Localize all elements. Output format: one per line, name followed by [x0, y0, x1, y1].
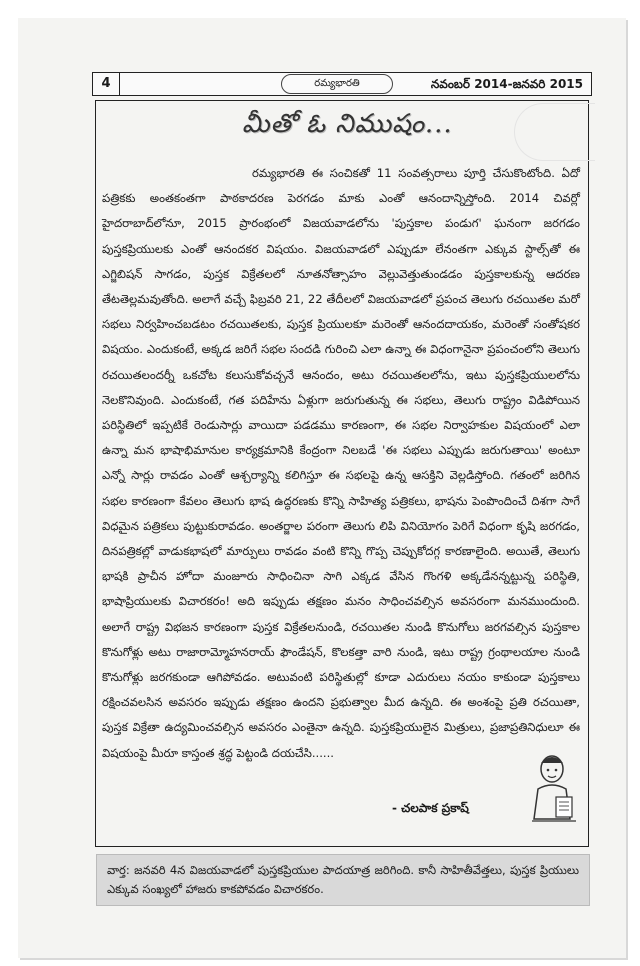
- news-footer: [96, 854, 590, 906]
- author-cartoon-icon: [526, 749, 582, 833]
- issue-date: నవంబర్ 2014-జనవరి 2015: [430, 77, 583, 91]
- article-frame: [95, 100, 589, 847]
- news-note: వార్త: జనవరి 4న విజయవాడలో పుస్తకప్రియుల పాదయాత్ర జరిగింది. కానీ సాహితీవేత్తలు, పుస్తక ప్రియులు ఎక్కువ సంఖ్యలో హాజరు కాకపోవడం విచారకరం.: [107, 863, 579, 896]
- article-paragraph: రమ్యభారతి ఈ సంచికతో 11 సంవత్సరాలు పూర్తి చేసుకొంటోంది. ఏదో పత్రికకు అంతకంతగా పాఠకాదరణ పెరగడం మాకు ఎంతో ఆనందాన్నిస్తోంది. 2014 చివర్లో హైదరాబాద్‌లోనూ, 2015 ప్రారంభంలో విజయవాడలోను 'పుస్తకాల పండుగ' ఘనంగా జరగడం పుస్తకప్రియులకు ఎంతో ఆనందకర విషయం. విజయవాడలో ఎప్పుడూ లేనంతగా ఎక్కువ స్టాల్స్‌తో ఈ ఎగ్జిబిషన్ సాగడం, పుస్తక విక్రేతలలో నూతనోత్సాహం వెల్లువెత్తుతుండడం పుస్తకాలకున్న ఆదరణ తేటతెల్లమవుతోంది. అలాగే వచ్చే ఫిబ్రవరి 21, 22 తేదీలలో విజయవాడలో ప్రపంచ తెలుగు రచయితల మరో సభలు నిర్వహించబడటం రచయితలకు, పుస్తక ప్రియులకూ మరెంతో ఆనందదాయకం, మరెంతో సంతోషకర విషయం. ఎందుకంటే, అక్కడ జరిగే సభల సందడి గురించి ఎలా ఉన్నా ఈ విధంగానైనా ప్రపంచంలోని తెలుగు రచయితలందర్నీ ఒకచోట కలుసుకోవచ్చనే ఆనందం, అటు రచయితలలోను, ఇటు పుస్తకప్రియులలోను నెలకొనివుంది. ఎందుకంటే, గత పదిహేను ఏళ్లుగా జరుగుతున్న ఈ సభలు, తెలుగు రాష్ట్రం విడిపోయిన పరిస్థితిలో ఇప్పటికే రెండుసార్లు వాయిదా పడడము కారణంగా, ఈ సభల నిర్వాహకుల విషయంలో ఎలా ఉన్నా మన భాషాభిమానుల కార్యక్రమానికి కేంద్రంగా నిలబడే 'ఈ సభలు ఎప్పుడు జరుగుతాయి' అంటూ ఎన్నో సార్లు రావడం ఎంతో ఆశ్చర్యాన్ని కలిగిస్తూ ఈ సభలపై ఉన్న ఆసక్తిని వెల్లడిస్తోంది. గతంలో జరిగిన సభల కారణంగా కేవలం తెలుగు భాష ఉద్ధరణకు కొన్ని సాహిత్య పత్రికలు, భాషను పెంపొందించే దిశగా సాగే విధమైన పత్రికలు పుట్టుకురావడం. అంతర్జాల పరంగా తెలుగు లిపి వినియోగం పెరిగే విధంగా కృషి జరగడం, దినపత్రికల్లో వాడుకభాషలో మార్పులు రావడం వంటి కొన్ని గొప్ప చెప్పుకోదగ్గ కారణాలైంది. అయితే, తెలుగు భాషకి ప్రాచీన హోదా మంజూరు సాధించినా సాగి ఎక్కడ వేసిన గొంగళి అక్కడేనన్నట్టున్న పరిస్థితి, భాషాప్రియులకు విచారకరం! అది ఇప్పుడు తక్షణం మనం సాధించవల్సిన అవసరంగా మనముందుంది. అలాగే రాష్ట్ర విభజన కారణంగా పుస్తక విక్రేతలనుండి, రచయితల నుండి కొనుగోలు జరగవల్సిన పుస్తకాల కొనుగోళ్లు అటు రాజారామ్మోహనరాయ్ ఫౌండేషన్, కొలకత్తా వారి నుండి, ఇటు రాష్ట్ర గ్రంథాలయాల నుండి కొనుగోళ్లు జరగకుండా ఆగిపోవడం. అటువంటి పరిస్థితుల్లో కూడా ఎదురులు నయం కాకుండా పుస్తకాలు రక్షించవలసిన అవసరం ఇప్పుడు తక్షణం ఉందని ప్రభుత్వాల మీద ఉన్నది. ఈ అంశంపై ప్రతి రచయితా, పుస్తక విక్రేతా ఉద్యమించవల్సిన అవసరం ఎంతైనా ఉన్నది. పుస్తకప్రియులైన మిత్రులు, ప్రజాప్రతినిధులూ ఈ విషయంపై మీరూ కాస్తంత శ్రద్ధ పెట్టండి దయచేసి......: [102, 166, 580, 760]
- author-signature: - చలపాక ప్రకాష్: [392, 801, 469, 815]
- page-number: 4: [93, 73, 120, 95]
- article-body: [102, 161, 580, 766]
- article-heading: మీతో ఓ నిముషం...: [242, 109, 453, 139]
- magazine-title: రమ్యభారతి: [281, 74, 393, 94]
- watermark-decoration: [514, 103, 595, 161]
- page-header: [92, 72, 592, 96]
